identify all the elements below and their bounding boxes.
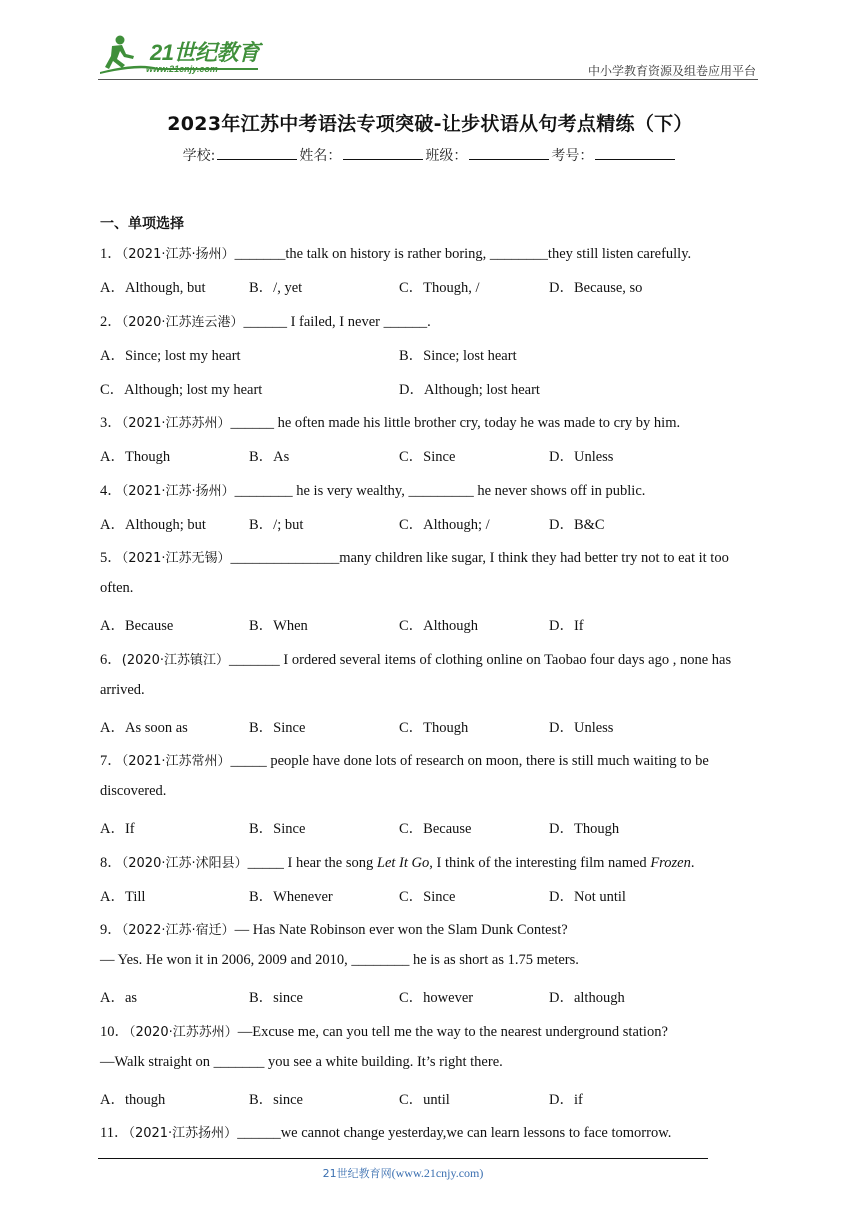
- question-source: (2020·江苏镇江）: [121, 653, 230, 668]
- exam-no-label: 考号：: [551, 148, 594, 164]
- question-5: [100, 546, 729, 567]
- option-b[interactable]: B．Since: [249, 821, 306, 837]
- question-number: 4．: [100, 483, 122, 499]
- question-source: （2021·江苏扬州）: [128, 1126, 238, 1141]
- question-source: （2021·江苏·扬州）: [121, 247, 235, 262]
- question-text: _____ people have done lots of research on moon, there is still much waiting to be: [230, 753, 709, 769]
- school-blank[interactable]: [217, 145, 297, 160]
- question-text: _______ I ordered several items of clothing online on Taobao four days ago , none has: [229, 652, 732, 668]
- option-c[interactable]: C．Although: [399, 618, 478, 634]
- option-b[interactable]: B．since: [249, 1092, 303, 1108]
- question-7-continued: discovered.: [100, 783, 167, 799]
- question-number: 5．: [100, 550, 122, 566]
- question-source: （2020·江苏·沭阳县）: [121, 856, 248, 871]
- platform-label: 中小学教育资源及组卷应用平台: [587, 64, 756, 78]
- student-info-line: [0, 145, 860, 165]
- option-d[interactable]: D．Although; lost heart: [399, 382, 540, 398]
- option-b[interactable]: B．/, yet: [249, 280, 303, 296]
- question-number: 10．: [100, 1024, 129, 1040]
- option-a[interactable]: A．As soon as: [100, 720, 188, 736]
- footer-site-name: 21世纪教育网: [322, 1167, 392, 1180]
- question-text: ________ he is very wealthy, _________ he never shows off in public.: [234, 483, 646, 499]
- logo-url: www.21cnjy.com: [146, 64, 218, 74]
- question-9: [100, 918, 568, 939]
- option-c[interactable]: C．Though: [399, 720, 469, 736]
- question-text: , I think of the interesting film named: [429, 855, 651, 871]
- question-4: [100, 479, 645, 500]
- school-label: 学校:: [182, 148, 216, 164]
- option-a[interactable]: A．Though: [100, 449, 171, 465]
- option-d[interactable]: D．Unless: [549, 449, 614, 465]
- header-divider: [98, 79, 758, 80]
- page-footer: [0, 1165, 806, 1181]
- option-c[interactable]: C．Since: [399, 889, 456, 905]
- question-text: ______ he often made his little brother cry, today he was made to cry by him.: [230, 415, 681, 431]
- question-text: _______the talk on history is rather boring, ________they still listen carefully.: [234, 246, 692, 262]
- question-number: 6．: [100, 652, 122, 668]
- question-number: 8．: [100, 855, 122, 871]
- question-number: 2．: [100, 314, 122, 330]
- question-source: （2022·江苏·宿迁）: [121, 923, 235, 938]
- question-number: 7．: [100, 753, 122, 769]
- question-9-continued: — Yes. He won it in 2006, 2009 and 2010, ________ he is as short as 1.75 meters.: [100, 952, 579, 968]
- question-text: ______we cannot change yesterday,we can learn lessons to face tomorrow.: [237, 1125, 672, 1141]
- question-11: [100, 1121, 671, 1142]
- option-d[interactable]: D．Because, so: [549, 280, 643, 296]
- option-a[interactable]: A．Since; lost my heart: [100, 348, 241, 364]
- question-2: [100, 310, 431, 331]
- name-blank[interactable]: [343, 145, 423, 160]
- footer-divider: [98, 1158, 708, 1159]
- option-d[interactable]: D．If: [549, 618, 584, 634]
- logo-text: 21世纪教育: [150, 40, 260, 65]
- question-6-continued: arrived.: [100, 682, 145, 698]
- question-7: [100, 749, 709, 770]
- option-c[interactable]: C．however: [399, 990, 474, 1006]
- option-c[interactable]: C．Although; /: [399, 517, 490, 533]
- option-c[interactable]: C．Because: [399, 821, 472, 837]
- option-c[interactable]: C．Although; lost my heart: [100, 382, 263, 398]
- exam-no-blank[interactable]: [595, 145, 675, 160]
- question-source: （2020·江苏苏州）: [129, 1025, 238, 1040]
- option-d[interactable]: D．if: [549, 1092, 583, 1108]
- option-a[interactable]: A．Because: [100, 618, 174, 634]
- option-d[interactable]: D．Though: [549, 821, 620, 837]
- question-text: —Excuse me, can you tell me the way to the nearest underground station?: [237, 1024, 668, 1040]
- option-a[interactable]: A．though: [100, 1092, 166, 1108]
- question-source: （2021·江苏·扬州）: [121, 484, 235, 499]
- question-10: [100, 1020, 668, 1041]
- option-c[interactable]: C．Though, /: [399, 280, 480, 296]
- option-a[interactable]: A．Although, but: [100, 280, 206, 296]
- option-b[interactable]: B．Whenever: [249, 889, 333, 905]
- name-label: 姓名：: [299, 148, 342, 164]
- question-number: 9．: [100, 922, 122, 938]
- option-d[interactable]: D．Unless: [549, 720, 614, 736]
- question-text: .: [690, 855, 695, 871]
- question-10-continued: —Walk straight on _______ you see a white building. It’s right there.: [100, 1054, 503, 1070]
- option-d[interactable]: D．although: [549, 990, 625, 1006]
- question-5-continued: often.: [100, 580, 134, 596]
- footer-url[interactable]: (www.21cnjy.com): [391, 1166, 484, 1180]
- question-number: 3．: [100, 415, 122, 431]
- question-6: [100, 648, 731, 669]
- option-d[interactable]: D．Not until: [549, 889, 626, 905]
- song-title: Let It Go: [376, 855, 430, 871]
- option-c[interactable]: C．until: [399, 1092, 450, 1108]
- page-title: 2023年江苏中考语法专项突破-让步状语从句考点精练（下）: [167, 113, 693, 135]
- option-a[interactable]: A．Till: [100, 889, 146, 905]
- class-blank[interactable]: [469, 145, 549, 160]
- question-text: ______ I failed, I never ______.: [243, 314, 431, 330]
- section-title: 一、单项选择: [100, 216, 184, 232]
- question-3: [100, 411, 680, 432]
- option-c[interactable]: C．Since: [399, 449, 456, 465]
- question-text: — Has Nate Robinson ever won the Slam Dunk Contest?: [234, 922, 568, 938]
- option-d[interactable]: D．B&C: [549, 517, 605, 533]
- class-label: 班级：: [425, 148, 468, 164]
- question-source: （2020·江苏连云港）: [121, 315, 244, 330]
- option-b[interactable]: B．As: [249, 449, 290, 465]
- question-number: 11．: [100, 1125, 129, 1141]
- option-b[interactable]: B．Since; lost heart: [399, 348, 517, 364]
- question-1: [100, 242, 691, 263]
- question-source: （2021·江苏无锡）: [121, 551, 231, 566]
- question-source: （2021·江苏常州）: [121, 754, 231, 769]
- option-a[interactable]: A．If: [100, 821, 135, 837]
- option-b[interactable]: B．since: [249, 990, 303, 1006]
- option-b[interactable]: B．/; but: [249, 517, 304, 533]
- option-b[interactable]: B．Since: [249, 720, 306, 736]
- page-header: [98, 32, 758, 82]
- question-source: （2021·江苏苏州）: [121, 416, 231, 431]
- question-text: _______________many children like sugar, I think they had better try not to eat it too: [230, 550, 729, 566]
- question-text: _____ I hear the song: [247, 855, 377, 871]
- option-a[interactable]: A．Although; but: [100, 517, 206, 533]
- option-b[interactable]: B．When: [249, 618, 308, 634]
- option-a[interactable]: A．as: [100, 990, 138, 1006]
- question-number: 1．: [100, 246, 122, 262]
- film-title: Frozen: [650, 855, 691, 871]
- question-8: [100, 851, 694, 872]
